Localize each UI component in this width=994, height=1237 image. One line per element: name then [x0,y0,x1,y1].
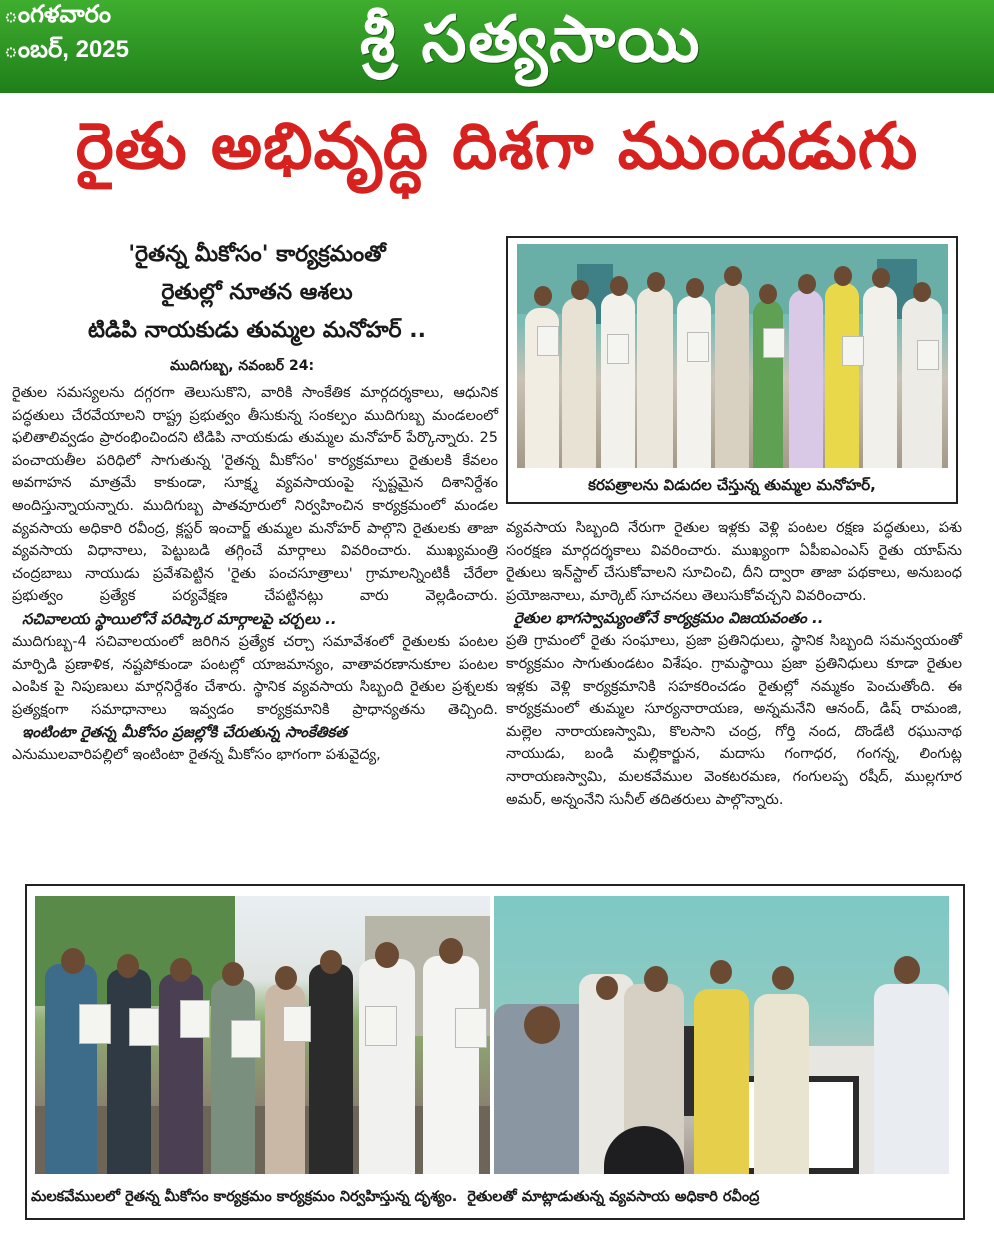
left-paragraph-3: ఎనుములవారిపల్లిలో ఇంటింటా రైతన్న మీకోసం భాగంగా పశువైద్య, [12,747,381,764]
masthead [0,0,994,93]
bottom-photo-box [25,884,965,1220]
article-subhead [18,236,496,350]
bottom-photo-caption [31,1182,959,1212]
bottom-caption-left: మలకవేములలో రైతన్న మీకోసం కార్యక్రమం కార్యక్రమం నిర్వహిస్తున్న దృశ్యం. [31,1189,458,1205]
subhead-line-1: 'రైతన్న మీకోసం' కార్యక్రమంతో [128,242,386,267]
subhead-line-3: టిడిపి నాయకుడు తుమ్మల మనోహర్ .. [88,318,426,343]
masthead-date: ంబర్, 2025 [4,36,129,63]
dateline: ముదిగుబ్బ, నవంబర్ 24: [170,358,315,374]
page-headline: రైతు అభివృద్ధి దిశగా ముందడుగు [75,110,919,184]
subhead-line-2: రైతుల్లో నూతన ఆశలు [161,280,353,305]
right-paragraph-2: ప్రతి గ్రామంలో రైతు సంఘాలు, ప్రజా ప్రతినిధులు, స్థానిక సిబ్బంది సమన్వయంతో కార్యక్రమం సాగుతుండటం విశేషం. గ్రామస్థాయి ప్రజా ప్రతినిధులు కూడా రైతుల ఇళ్లకు వెళ్లి కార్యక్రమానికి సహకరించడం రైతుల్లో నమ్మకం పెంచుతోంది. ఈ కార్యక్రమంలో తుమ్మల సూర్యనారాయణ, అన్నమనేని ఆనంద్, డిష్ రామంజి, మల్లెల నారాయణస్వామి, కొలసాని చంద్ర, గోర్తి నంద, దొండేటి రఘునాథ నాయుడు, బండి మల్లికార్జున, మదాసు గంగాధర, గంగన్న, లింగుట్ల నారాయణస్వామి, మలకవేముల వెంకటరమణ, గంగులప్ప రషీద్, ముల్లగూర అమర్, అన్నంనేని సునీల్ తదితరులు పాల్గొన్నారు. [506,633,962,808]
left-subheading-1: సచివాలయ స్థాయిలోనే పరిష్కార మార్గాలపై చర్చలు .. [22,609,337,628]
left-paragraph-1: రైతుల సమస్యలను దగ్గరగా తెలుసుకొని, వారికి సాంకేతిక మార్గదర్శకాలు, ఆధునిక పద్ధతులు చేరవేయాలని రాష్ట్ర ప్రభుత్వం తీసుకున్న సంకల్పం ముదిగుబ్బ మండలంలో ఫలితాలివ్వడం ప్రారంభించిందని టిడిపి నాయకుడు తుమ్మల మనోహర్ పేర్కొన్నారు. 25 పంచాయతీల పరిధిలో సాగుతున్న 'రైతన్న మీకోసం' కార్యక్రమాలు రైతులకి కేవలం అవగాహన మాత్రమే కాకుండా, సూక్ష్మ వ్యవసాయంపై స్పష్టమైన దిశానిర్దేశం అందిస్తున్నాయన్నారు. ముదిగుబ్బ పాతవూరులో నిర్వహించిన కార్యక్రమంలో మండల వ్యవసాయ అధికారి రవీంద్ర, క్లస్టర్ ఇంచార్జ్ తుమ్మల మనోహర్ పాల్గొని రైతులకు తాజా వ్యవసాయ విధానాలు, పెట్టుబడి తగ్గించే మార్గాలు వివరించారు. ముఖ్యమంత్రి చంద్రబాబు నాయుడు ప్రవేశపెట్టిన 'రైతు పంచసూత్రాలు' గ్రామాలన్నింటికీ చేరేలా ప్రభుత్వం ప్రత్యేక పర్యవేక్షణ చేపట్టినట్లు వారు వెల్లడించారు. [12,385,498,605]
village-group-photo [35,896,490,1174]
left-column [12,382,498,767]
right-column [506,517,962,811]
right-paragraph-1: వ్యవసాయ సిబ్బంది నేరుగా రైతుల ఇళ్లకు వెళ్లి పంటల రక్షణ పద్ధతులు, పశు సంరక్షణ మార్గదర్శకాలు వివరించారు. ముఖ్యంగా ఏపీఐఎంఎస్ రైతు యాప్‌ను రైతులు ఇన్‌స్టాల్ చేసుకోవాలని సూచించి, దీని ద్వారా తాజా పథకాలు, అనుబంధ ప్రయోజనాలు, మార్కెట్ సూచనలు తెలుసుకోవచ్చని వివరించారు. [506,520,962,604]
left-subheading-2: ఇంటింటా రైతన్న మీకోసం ప్రజల్లోకి చేరుతున్న సాంకేతికత [22,723,348,742]
masthead-day: ంగళవారం [4,0,112,28]
farmers-leaflet-photo [517,244,948,468]
bottom-caption-right: రైతులతో మాట్లాడుతున్న వ్యవసాయ అధికారి రవీంద్ర [467,1189,760,1205]
masthead-title: శ్రీ సత్యసాయి [360,2,702,77]
top-photo-box [506,236,958,504]
office-meeting-photo [494,896,949,1174]
left-paragraph-2: ముదిగుబ్బ-4 సచివాలయంలో జరిగిన ప్రత్యేక చర్చా సమావేశంలో రైతులకు పంటల మార్పిడి ప్రణాళిక, నష్టపోకుండా పంటల్లో యాజమాన్యం, వాతావరణానుకూల పంటల ఎంపిక పై నిపుణులు మార్గనిర్దేశం చేశారు. స్థానిక వ్యవసాయ సిబ్బంది రైతుల ప్రశ్నలకు ప్రత్యక్షంగా సమాధానాలు ఇవ్వడం కార్యక్రమానికి ప్రాధాన్యతను తెచ్చింది. [12,633,498,718]
top-photo-caption: కరపత్రాలను విడుదల చేస్తున్న తుమ్మల మనోహర్, [588,476,876,494]
right-subheading-1: రైతుల భాగస్వామ్యంతోనే కార్యక్రమం విజయవంతం .. [514,609,824,628]
